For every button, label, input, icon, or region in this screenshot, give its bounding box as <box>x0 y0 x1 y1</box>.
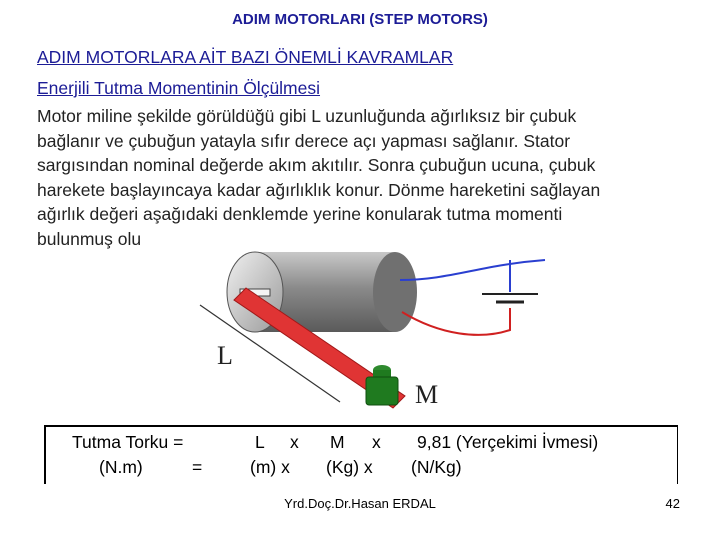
battery-icon <box>482 294 538 302</box>
motor-diagram <box>160 240 550 415</box>
body-line: bulunmuş olu <box>37 228 142 249</box>
section-heading: ADIM MOTORLARA AİT BAZI ÖNEMLİ KAVRAMLAR <box>37 47 454 67</box>
formula-gravity: 9,81 (Yerçekimi İvmesi) <box>417 432 599 452</box>
body-line: harekete başlayıncaya kadar ağırlıklık konur. Dönme hareketini sağlayan <box>37 179 601 200</box>
mass-label: M <box>415 380 439 409</box>
formula-box <box>44 425 678 484</box>
subsection-heading: Enerjili Tutma Momentinin Ölçülmesi <box>37 78 321 98</box>
page-number: 42 <box>665 496 680 511</box>
formula-torque-label: Tutma Torku = <box>72 432 184 452</box>
weight-block <box>366 365 438 409</box>
formula-multiply-1: x <box>290 432 299 452</box>
formula-mass-symbol: M <box>330 432 345 452</box>
formula-torque-unit: (N.m) <box>99 457 143 477</box>
formula-mass-unit: (Kg) x <box>326 457 373 477</box>
slide-title: ADIM MOTORLARI (STEP MOTORS) <box>232 11 488 28</box>
body-line: Motor miline şekilde görüldüğü gibi L uzunluğunda ağırlıksız bir çubuk <box>37 106 577 126</box>
formula-multiply-2: x <box>372 432 381 452</box>
body-line: sargısından nominal değerde akım akıtılır. Sonra çubuğun ucuna, çubuk <box>37 155 596 176</box>
formula-equals: = <box>192 457 203 477</box>
body-paragraph <box>37 104 697 252</box>
body-line: ağırlık değeri aşağıdaki denklemde yerine konularak tutma momenti <box>37 204 563 225</box>
formula-length-unit: (m) x <box>250 457 290 477</box>
body-line: bağlanır ve çubuğun yatayla sıfır derece açı yapması sağlanır. Stator <box>37 130 571 151</box>
power-wiring <box>400 260 545 335</box>
length-label: L <box>217 341 233 370</box>
formula-length-symbol: L <box>255 432 265 452</box>
footer-author: Yrd.Doç.Dr.Hasan ERDAL <box>284 496 436 511</box>
formula-gravity-unit: (N/Kg) <box>411 457 462 477</box>
